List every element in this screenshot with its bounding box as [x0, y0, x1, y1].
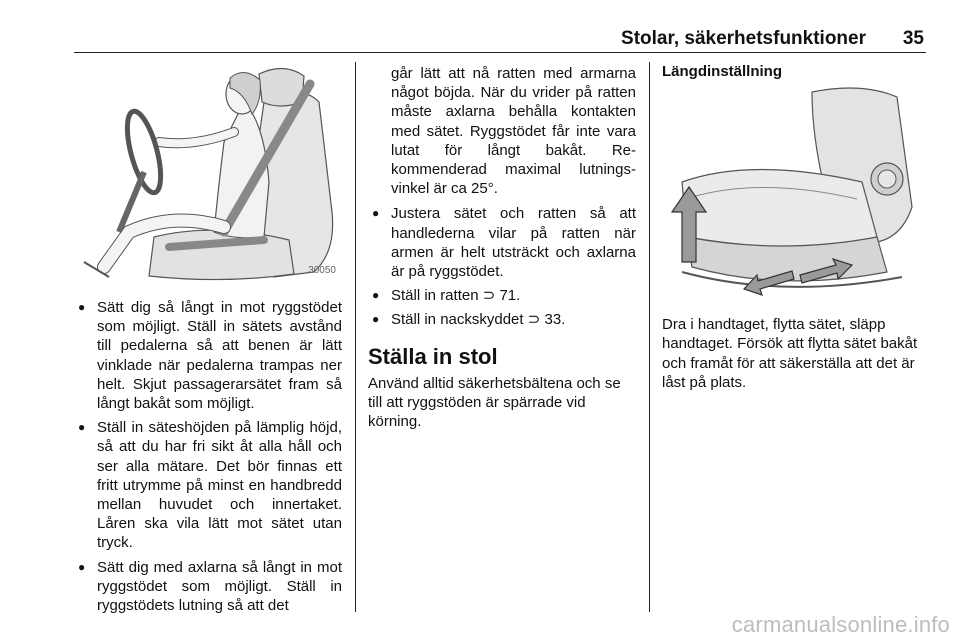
- continued-bullet-text: går lätt att nå ratten med armarna något böjda. När du vrider på ratten måste axlarna behålla kontakten med sätet. Ryggstödet får inte vara lutat för långt bakåt. Rekommenderad maximal lutningsvinkel är ca 25°.: [391, 65, 636, 198]
- list-item: ● Sätt dig så långt in mot ryggstödet som möjligt. Ställ in sätets avstånd till pedalerna så att benen är lätt vinklade när pedalerna trampas ner helt. Skjut passagerarsätet fram så långt bakåt som möjligt.: [74, 298, 342, 413]
- column-divider: [649, 62, 650, 612]
- list-item[interactable]: ● Ställ in nackskyddet ⊃ 33.: [368, 310, 636, 329]
- list-item[interactable]: ● Ställ in ratten ⊃ 71.: [368, 286, 636, 305]
- list-item: ● Justera sätet och ratten så att handlederna vilar på ratten när armen är helt utsträckt och axlarna är på ryggstödet.: [368, 204, 636, 281]
- section-paragraph: Använd alltid säkerhetsbältena och se till att ryggstöden är spärrade vid körning.: [368, 374, 621, 431]
- column-left: [74, 62, 342, 620]
- section-title: Stolar, säkerhetsfunktioner: [621, 28, 866, 49]
- seat-adjustment-drawing: [662, 87, 926, 299]
- seat-adjustment-illustration: [662, 87, 926, 299]
- driver-seating-illustration: [74, 62, 342, 284]
- page-header: [74, 28, 926, 53]
- driver-seating-drawing: [74, 62, 342, 284]
- subsection-heading: Längdinställning: [662, 63, 782, 80]
- column-right: [662, 62, 926, 392]
- list-item: ● Ställ in säteshöjden på lämplig höjd, så att du har fri sikt åt alla håll och ser alla mätare. Det bör finnas ett fritt utrymme på minst en handbredd mellan huvudet och innertaket. Låren ska vila lätt mot sätet utan tryck.: [74, 418, 342, 552]
- seating-bullet-list: [74, 298, 342, 615]
- column-middle: [368, 62, 636, 431]
- list-item: ● Sätt dig med axlarna så långt in mot ryggstödet som möjligt. Ställ in ryggstödets lutning så att det: [74, 558, 342, 616]
- adjust-bullet-list: [368, 204, 636, 329]
- figure-code: 30050: [308, 264, 336, 276]
- page-number: 35: [902, 28, 924, 49]
- column-divider: [355, 62, 356, 612]
- subsection-paragraph: Dra i handtaget, flytta sätet, släpp handtaget. Försök att flytta sätet bakåt och framåt för att säkerställa att det är låst på plats.: [662, 316, 918, 391]
- watermark: carmanualsonline.info: [731, 612, 950, 637]
- section-heading: Ställa in stol: [368, 343, 498, 369]
